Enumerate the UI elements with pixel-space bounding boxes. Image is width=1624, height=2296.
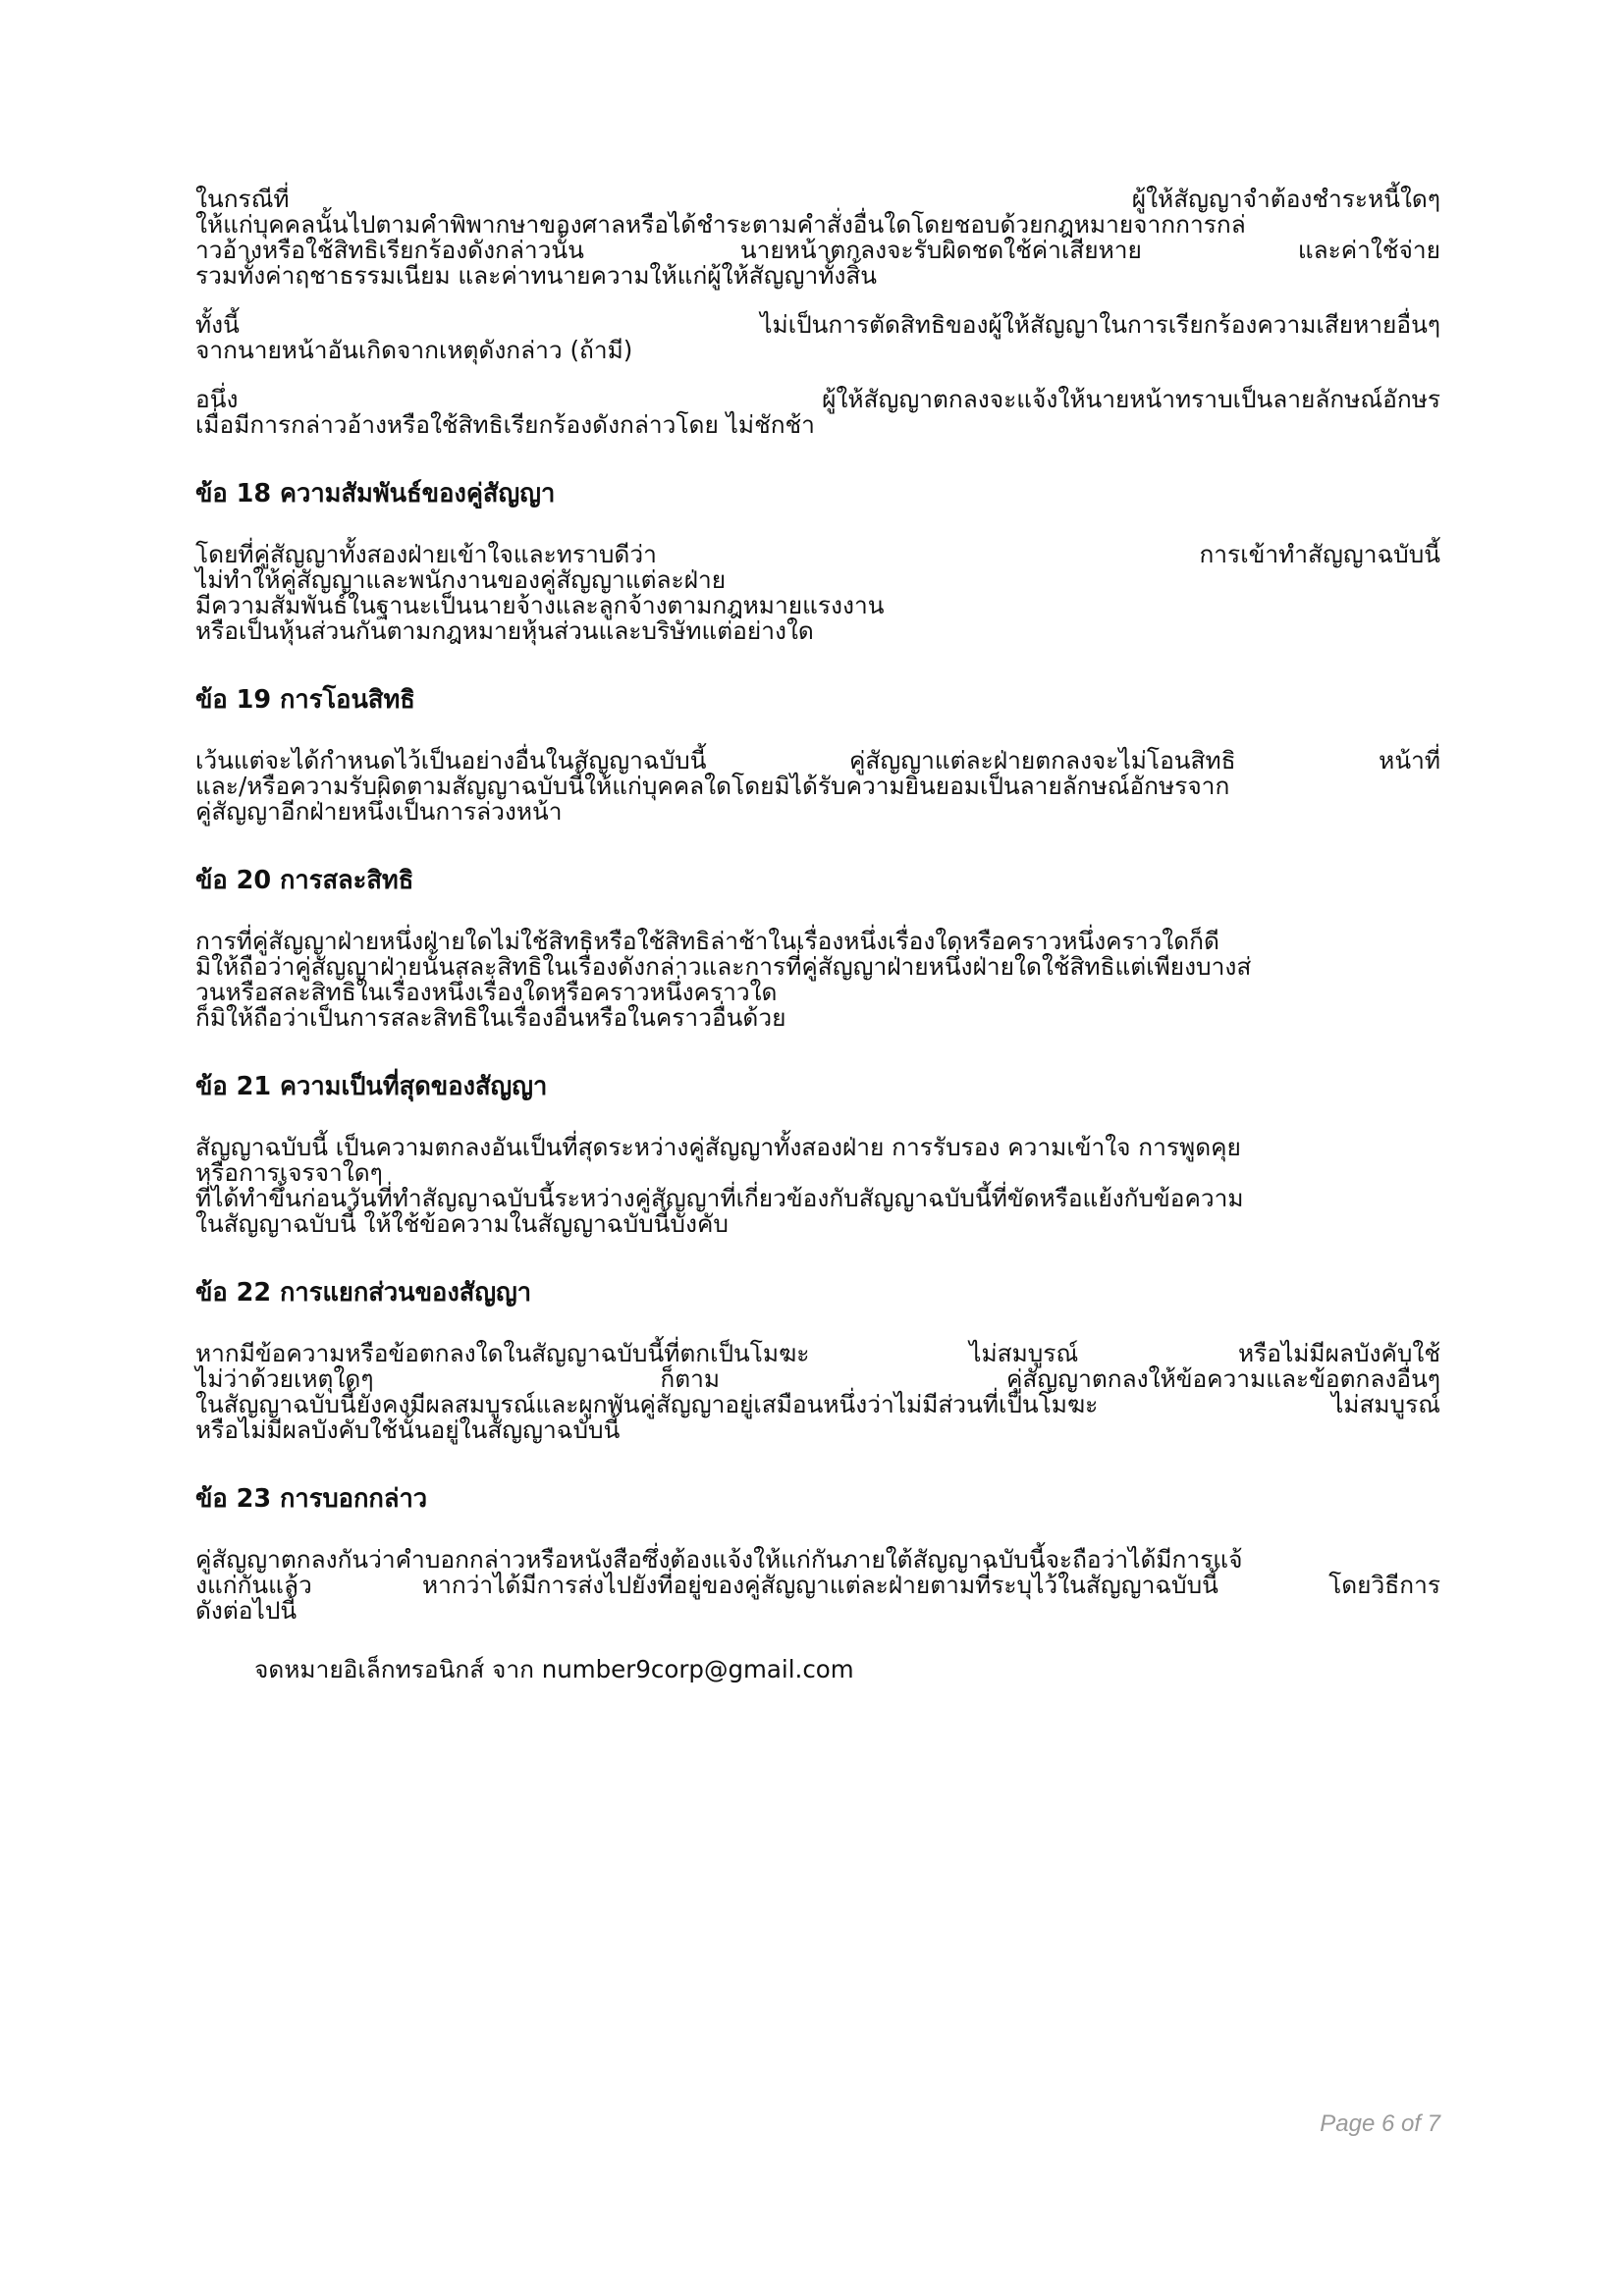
text-line — [195, 338, 1440, 363]
text-segment: ดังต่อไปนี้ — [195, 1596, 298, 1625]
text-segment: ไม่สมบูรณ์ — [1330, 1390, 1440, 1418]
text-segment: การเข้าทำสัญญาฉบับนี้ — [1199, 540, 1440, 568]
text-segment: ที่ได้ทำขึ้นก่อนวันที่ทำสัญญาฉบับนี้ระหว่างคู่สัญญาที่เกี่ยวข้องกับสัญญาฉบับนี้ที่ขัดหรือแย้งกับข้อความ — [195, 1184, 1244, 1212]
intro-paragraph — [195, 312, 1440, 363]
notice-method-line: จดหมายอิเล็กทรอนิกส์ จาก number9corp@gmail.com — [254, 1655, 854, 1683]
section-heading: ข้อ 20 การสละสิทธิ — [195, 866, 414, 895]
text-segment: โดยวิธีการ — [1328, 1571, 1440, 1599]
text-line — [195, 263, 1440, 289]
text-segment: อนึ่ง — [195, 385, 239, 413]
text-segment: หรือเป็นหุ้นส่วนกันตามกฎหมายหุ้นส่วนและบริษัทแต่อย่างใด — [195, 616, 814, 645]
text-segment: คู่สัญญาแต่ละฝ่ายตกลงจะไม่โอนสิทธิ — [849, 746, 1236, 774]
text-line — [195, 1598, 1440, 1624]
section-paragraph — [195, 1135, 1440, 1237]
text-segment: ไม่สมบูรณ์ — [969, 1339, 1079, 1367]
section-paragraph — [195, 1547, 1440, 1624]
text-line — [195, 774, 1440, 799]
intro-paragraph — [195, 387, 1440, 438]
text-line — [195, 567, 1440, 593]
text-segment: มิให้ถือว่าคู่สัญญาฝ่ายนั้นสละสิทธิในเรื่องดังกล่าวและการที่คู่สัญญาฝ่ายหนึ่งฝ่ายใดใช้สิทธิแต่เพียงบางส่ — [195, 952, 1252, 981]
text-segment: โดยที่คู่สัญญาทั้งสองฝ่ายเข้าใจและทราบดีว่า — [195, 540, 657, 568]
section-paragraph — [195, 929, 1440, 1031]
text-line — [195, 1392, 1440, 1417]
text-line — [195, 1211, 1440, 1237]
text-segment: คู่สัญญาตกลงกันว่าคำบอกกล่าวหรือหนังสือซึ่งต้องแจ้งให้แก่กันภายใต้สัญญาฉบับนี้จะถือว่าได้มีการแจ้ — [195, 1545, 1243, 1574]
text-segment: หากว่าได้มีการส่งไปยังที่อยู่ของคู่สัญญาแต่ละฝ่ายตามที่ระบุไว้ในสัญญาฉบับนี้ — [421, 1571, 1218, 1599]
section-paragraph — [195, 748, 1440, 825]
text-segment: เมื่อมีการกล่าวอ้างหรือใช้สิทธิเรียกร้องดังกล่าวโดย ไม่ชักช้า — [195, 410, 815, 439]
section-paragraph — [195, 542, 1440, 644]
section-heading: ข้อ 21 ความเป็นที่สุดของสัญญา — [195, 1072, 548, 1101]
text-segment: จากนายหน้าอันเกิดจากเหตุดังกล่าว (ถ้ามี) — [195, 336, 633, 364]
text-segment: ก็มิให้ถือว่าเป็นการสละสิทธิในเรื่องอื่นหรือในคราวอื่นด้วย — [195, 1003, 786, 1032]
text-segment: เว้นแต่จะได้กำหนดไว้เป็นอย่างอื่นในสัญญาฉบับนี้ — [195, 746, 707, 774]
text-segment: วนหรือสละสิทธิในเรื่องหนึ่งเรื่องใดหรือคราวหนึ่งคราวใด — [195, 978, 778, 1006]
text-segment: ผู้ให้สัญญาจำต้องชำระหนี้ใดๆ — [1131, 185, 1440, 213]
text-line — [195, 412, 1440, 438]
text-line — [195, 238, 1440, 263]
text-segment: การที่คู่สัญญาฝ่ายหนึ่งฝ่ายใดไม่ใช้สิทธิหรือใช้สิทธิล่าช้าในเรื่องหนึ่งเรื่องใดหรือคราวหนึ่งคราวใดก็ดี — [195, 927, 1219, 955]
text-segment: หรือไม่มีผลบังคับใช้นั้นอยู่ในสัญญาฉบับนี้ — [195, 1415, 621, 1444]
text-segment: ในกรณีที่ — [195, 185, 290, 213]
text-segment: ก็ตาม — [660, 1364, 721, 1393]
text-line — [195, 212, 1440, 238]
text-line — [195, 618, 1440, 644]
text-segment: มีความสัมพันธ์ในฐานะเป็นนายจ้างและลูกจ้างตามกฎหมายแรงงาน — [195, 591, 885, 619]
text-segment: รวมทั้งค่าฤชาธรรมเนียม และค่าทนายความให้แก่ผู้ให้สัญญาทั้งสิ้น — [195, 261, 878, 290]
text-line — [195, 929, 1440, 954]
text-line — [195, 312, 1440, 338]
text-line — [195, 1417, 1440, 1443]
text-line — [195, 1573, 1440, 1598]
intro-paragraph — [195, 187, 1440, 289]
text-segment: ทั้งนี้ — [195, 310, 240, 339]
text-segment: หรือการเจรจาใดๆ — [195, 1158, 383, 1187]
text-segment: นายหน้าตกลงจะรับผิดชดใช้ค่าเสียหาย — [739, 236, 1142, 264]
text-segment: คู่สัญญาอีกฝ่ายหนึ่งเป็นการล่วงหน้า — [195, 797, 563, 826]
text-segment: ผู้ให้สัญญาตกลงจะแจ้งให้นายหน้าทราบเป็นลายลักษณ์อักษร — [822, 385, 1440, 413]
text-line — [195, 542, 1440, 567]
text-segment: คู่สัญญาตกลงให้ข้อความและข้อตกลงอื่นๆ — [1006, 1364, 1440, 1393]
text-segment: หน้าที่ — [1379, 746, 1440, 774]
text-line — [195, 387, 1440, 412]
text-line — [195, 980, 1440, 1005]
text-line — [195, 593, 1440, 618]
section-heading: ข้อ 19 การโอนสิทธิ — [195, 685, 415, 715]
text-line — [195, 1135, 1440, 1160]
text-line — [195, 1160, 1440, 1186]
text-line — [195, 1366, 1440, 1392]
text-line — [195, 1005, 1440, 1031]
text-line — [195, 1186, 1440, 1211]
text-segment: หากมีข้อความหรือข้อตกลงใดในสัญญาฉบับนี้ที่ตกเป็นโมฆะ — [195, 1339, 810, 1367]
text-segment: สัญญาฉบับนี้ เป็นความตกลงอันเป็นที่สุดระหว่างคู่สัญญาทั้งสองฝ่าย การรับรอง ความเข้าใจ การพูดคุย — [195, 1133, 1241, 1161]
text-line — [195, 954, 1440, 980]
page-number: Page 6 of 7 — [1320, 2110, 1440, 2137]
text-segment: ให้แก่บุคคลนั้นไปตามคำพิพากษาของศาลหรือได้ชำระตามคำสั่งอื่นใดโดยชอบด้วยกฎหมายจากการกล่ — [195, 210, 1246, 239]
text-segment: ไม่ทำให้คู่สัญญาและพนักงานของคู่สัญญาแต่ละฝ่าย — [195, 565, 727, 594]
text-segment: าวอ้างหรือใช้สิทธิเรียกร้องดังกล่าวนั้น — [195, 236, 584, 264]
section-heading: ข้อ 22 การแยกส่วนของสัญญา — [195, 1278, 532, 1308]
text-segment: ไม่เป็นการตัดสิทธิของผู้ให้สัญญาในการเรียกร้องความเสียหายอื่นๆ — [760, 310, 1440, 339]
text-line — [195, 1547, 1440, 1573]
text-segment: หรือไม่มีผลบังคับใช้ — [1237, 1339, 1440, 1367]
section-heading: ข้อ 18 ความสัมพันธ์ของคู่สัญญา — [195, 479, 556, 508]
text-segment: งแก่กันแล้ว — [195, 1571, 312, 1599]
section-heading: ข้อ 23 การบอกกล่าว — [195, 1484, 428, 1514]
document-body — [195, 187, 1440, 1682]
text-segment: ในสัญญาฉบับนี้ยังคงมีผลสมบูรณ์และผูกพันคู่สัญญาอยู่เสมือนหนึ่งว่าไม่มีส่วนที่เป็นโมฆะ — [195, 1390, 1099, 1418]
text-line — [195, 748, 1440, 774]
text-segment: ไม่ว่าด้วยเหตุใดๆ — [195, 1364, 374, 1393]
section-paragraph — [195, 1341, 1440, 1443]
text-segment: ในสัญญาฉบับนี้ ให้ใช้ข้อความในสัญญาฉบับนี้บังคับ — [195, 1209, 729, 1238]
text-line — [195, 187, 1440, 212]
text-line — [195, 799, 1440, 825]
text-segment: และ/หรือความรับผิดตามสัญญาฉบับนี้ให้แก่บุคคลใดโดยมิได้รับความยินยอมเป็นลายลักษณ์อักษรจาก — [195, 772, 1230, 800]
text-segment: และค่าใช้จ่าย — [1297, 236, 1440, 264]
text-line — [195, 1341, 1440, 1366]
